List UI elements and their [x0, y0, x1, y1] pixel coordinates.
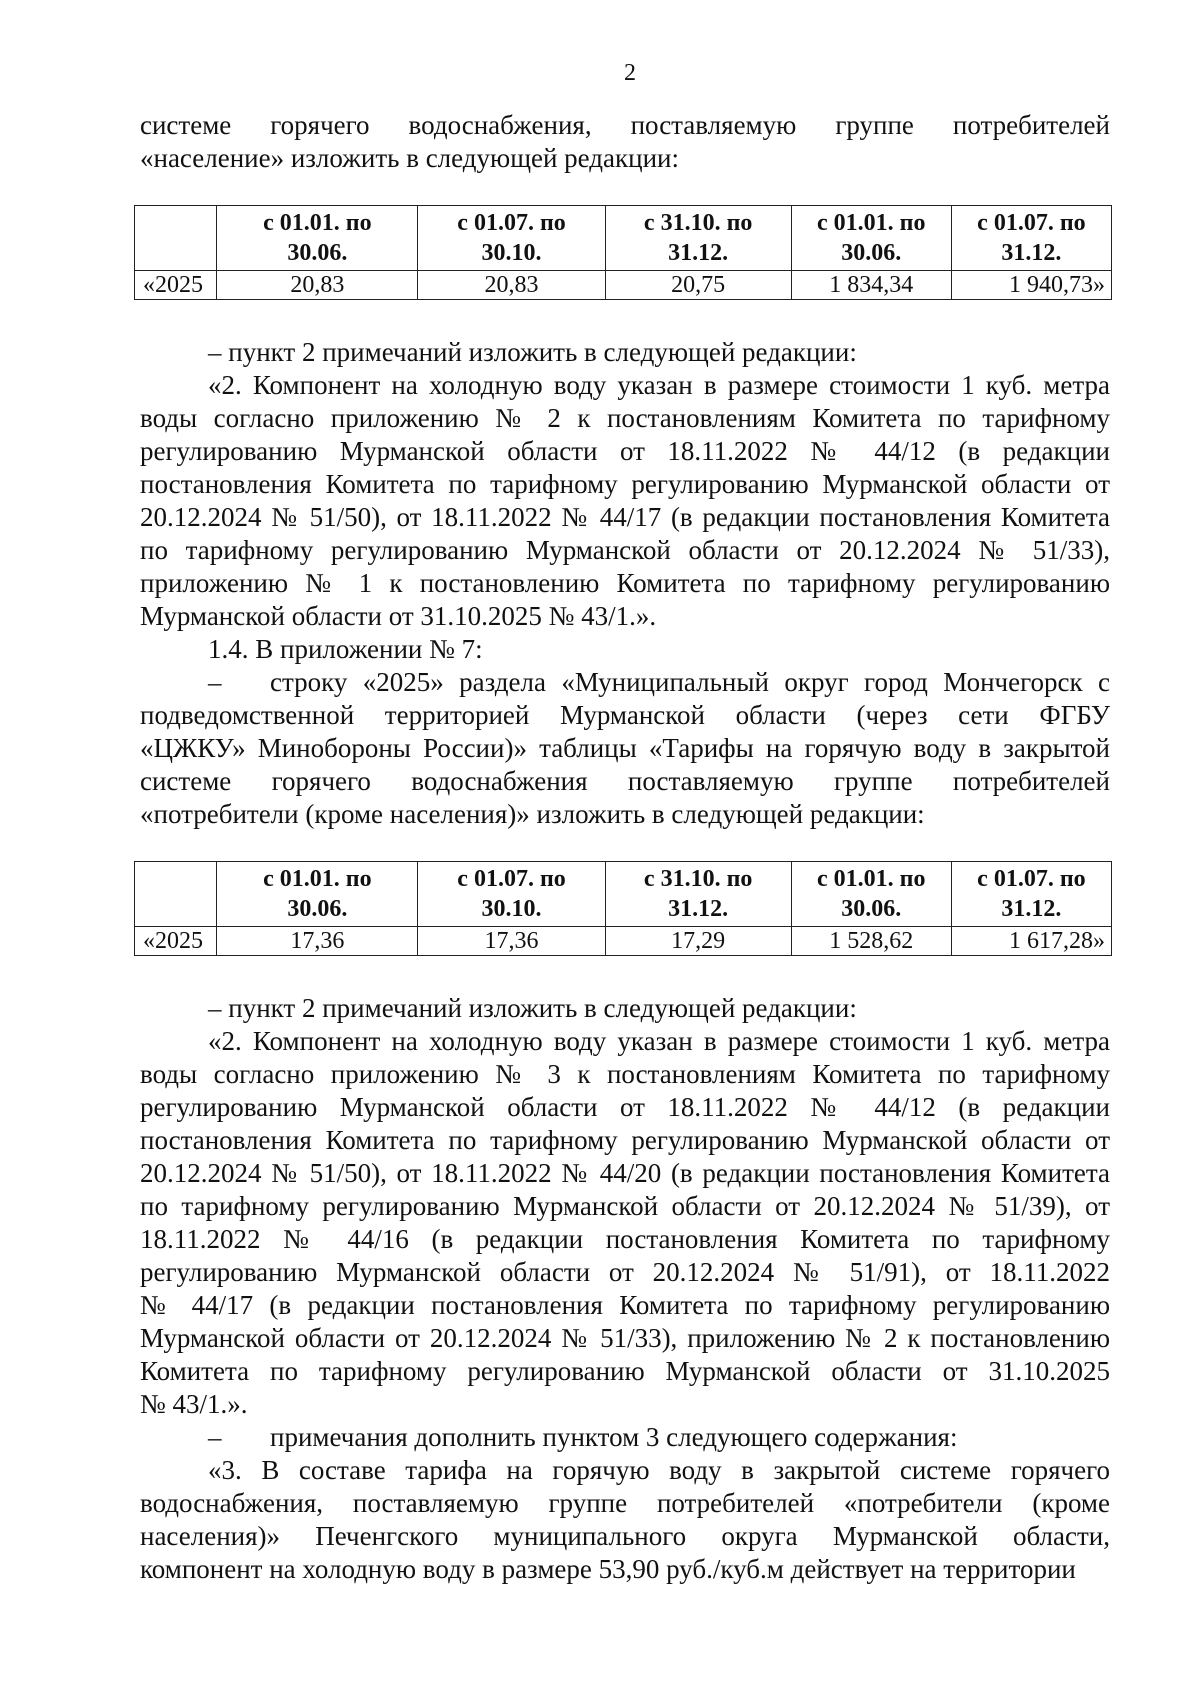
header-cell: с 01.07. по 30.10. [418, 862, 605, 927]
table-row [135, 271, 1112, 300]
header-cell: с 01.01. по 30.06. [217, 862, 418, 927]
item2-line: «ЦЖКУ» Минобороны России)» таблицы «Тарифы на горячую воду в закрытой [140, 733, 1110, 763]
value-cell: 1 940,73» [951, 271, 1111, 300]
note2-line: 20.12.2024 № 51/50), от 18.11.2022 № 44/20 (в редакции постановления Комитета [140, 1158, 1110, 1188]
note1-line: 20.12.2024 № 51/50), от 18.11.2022 № 44/17 (в редакции постановления Комитета [140, 502, 1110, 532]
value-cell: 17,29 [605, 927, 791, 956]
item2-line: – строку «2025» раздела «Муниципальный округ город Мончегорск с [208, 667, 1110, 697]
header-cell: с 01.01. по 30.06. [217, 206, 418, 271]
note2-line: постановления Комитета по тарифному регулированию Мурманской области от [140, 1125, 1110, 1155]
value-cell: 17,36 [418, 927, 605, 956]
header-cell: с 31.10. по 31.12. [605, 206, 791, 271]
value-cell: 20,75 [605, 271, 791, 300]
note3-line: водоснабжения, поставляемую группе потребителей «потребители (кроме [140, 1488, 1110, 1518]
tariff-table-consumers [134, 861, 1112, 956]
note2-line: № 44/17 (в редакции постановления Комитета по тарифному регулированию [140, 1290, 1110, 1320]
note3-line: «3. В составе тарифа на горячую воду в закрытой системе горячего [208, 1455, 1110, 1485]
intro-line-2: «население» изложить в следующей редакции: [140, 143, 679, 173]
item3-line: – примечания дополнить пунктом 3 следующего содержания: [208, 1422, 958, 1452]
table-header-row [135, 862, 1112, 927]
value-cell: 20,83 [418, 271, 605, 300]
note2-line: № 43/1.». [140, 1389, 248, 1419]
value-cell: 17,36 [217, 927, 418, 956]
tariff-table-population [134, 205, 1112, 300]
table-row [135, 927, 1112, 956]
note2-line: 18.11.2022 № 44/16 (в редакции постановления Комитета по тарифному [140, 1224, 1110, 1254]
value-cell: 1 617,28» [951, 927, 1111, 956]
note1-line: воды согласно приложению № 2 к постановлениям Комитета по тарифному [140, 403, 1110, 433]
page-number: 2 [624, 60, 636, 86]
note1-line: «2. Компонент на холодную воду указан в размере стоимости 1 куб. метра [208, 370, 1110, 400]
note2-intro: – пункт 2 примечаний изложить в следующей редакции: [208, 993, 857, 1023]
note1-line: приложению № 1 к постановлению Комитета по тарифному регулированию [140, 568, 1110, 598]
header-cell: с 01.01. по 30.06. [791, 206, 951, 271]
dash-mark: – [208, 1422, 222, 1452]
table-corner-cell [135, 862, 217, 927]
note2-line: регулированию Мурманской области от 18.11.2022 № 44/12 (в редакции [140, 1092, 1110, 1122]
header-cell: с 01.07. по 31.12. [951, 206, 1111, 271]
header-cell: с 01.01. по 30.06. [791, 862, 951, 927]
note2-line: воды согласно приложению № 3 к постановлениям Комитета по тарифному [140, 1059, 1110, 1089]
header-cell: с 01.07. по 31.12. [951, 862, 1111, 927]
item2-line: подведомственной территорией Мурманской области (через сети ФГБУ [140, 700, 1110, 730]
dash-mark: – [208, 667, 222, 697]
value-cell: 1 834,34 [791, 271, 951, 300]
note1-line: постановления Комитета по тарифному регулированию Мурманской области от [140, 469, 1110, 499]
year-cell: «2025 [135, 927, 217, 956]
value-cell: 20,83 [217, 271, 418, 300]
item2-line: «потребители (кроме населения)» изложить в следующей редакции: [140, 799, 925, 829]
table-corner-cell [135, 206, 217, 271]
year-cell: «2025 [135, 271, 217, 300]
note1-line: Мурманской области от 31.10.2025 № 43/1.». [140, 601, 657, 631]
section-1-4: 1.4. В приложении № 7: [208, 634, 483, 664]
note2-line: Комитета по тарифному регулированию Мурманской области от 31.10.2025 [140, 1356, 1110, 1386]
header-cell: с 01.07. по 30.10. [418, 206, 605, 271]
note2-line: Мурманской области от 20.12.2024 № 51/33), приложению № 2 к постановлению [140, 1323, 1110, 1353]
item2-line: системе горячего водоснабжения поставляемую группе потребителей [140, 766, 1110, 796]
table-header-row [135, 206, 1112, 271]
note3-line: населения)» Печенгского муниципального округа Мурманской области, [140, 1521, 1110, 1551]
note1-line: регулированию Мурманской области от 18.11.2022 № 44/12 (в редакции [140, 436, 1110, 466]
note3-line: компонент на холодную воду в размере 53,90 руб./куб.м действует на территории [140, 1554, 1076, 1584]
note2-line: по тарифному регулированию Мурманской области от 20.12.2024 № 51/39), от [140, 1191, 1110, 1221]
note2-line: регулированию Мурманской области от 20.12.2024 № 51/91), от 18.11.2022 [140, 1257, 1110, 1287]
header-cell: с 31.10. по 31.12. [605, 862, 791, 927]
note1-intro: – пункт 2 примечаний изложить в следующей редакции: [208, 337, 857, 367]
value-cell: 1 528,62 [791, 927, 951, 956]
note2-line: «2. Компонент на холодную воду указан в размере стоимости 1 куб. метра [208, 1026, 1110, 1056]
note1-line: по тарифному регулированию Мурманской области от 20.12.2024 № 51/33), [140, 535, 1110, 565]
intro-line-1: системе горячего водоснабжения, поставляемую группе потребителей [140, 110, 1110, 140]
